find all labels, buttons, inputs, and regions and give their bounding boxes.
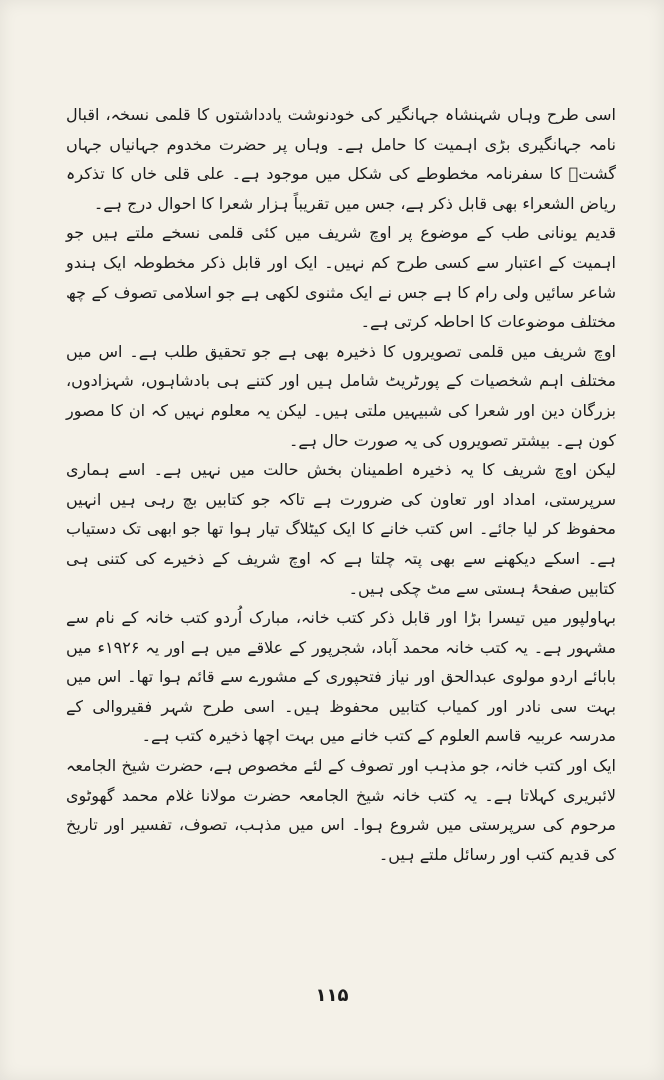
paragraph-3: اوچ شریف میں قلمی تصویروں کا ذخیرہ بھی ہے جو تحقیق طلب ہے۔ اس میں مختلف اہم شخصیات کے پورٹریٹ شامل ہیں اور کتنے ہی بادشاہوں، شہزادوں، بزرگان دین اور شعرا کی شبیہیں ملتی ہیں۔ لیکن یہ معلوم نہیں کہ ان کا مصور کون ہے۔ بیشتر تصویروں کی یہ صورت حال ہے۔ [66, 341, 616, 450]
body-text [66, 100, 616, 869]
paragraph-2: قدیم یونانی طب کے موضوع پر اوچ شریف میں کئی قلمی نسخے ملتے ہیں جو اہمیت کے اعتبار سے کسی طرح کم نہیں۔ ایک اور قابل ذکر مخطوطہ ایک ہندو شاعر سائیں ولی رام کا ہے جس نے ایک مثنوی لکھی ہے جو اسلامی تصوف کے چھ مختلف موضوعات کا احاطہ کرتی ہے۔ [66, 223, 616, 332]
paragraph-1: اسی طرح وہاں شہنشاہ جہانگیر کی خودنوشت یادداشتوں کا قلمی نسخہ، اقبال نامہ جہانگیری بڑی اہمیت کا حامل ہے۔ وہاں پر حضرت مخدوم جہانیاں جہاں گشتؒ کا سفرنامہ مخطوطے کی شکل میں موجود ہے۔ علی قلی خاں کا تذکرہ ریاض الشعراء بھی قابل ذکر ہے، جس میں تقریباً ہزار شعرا کا احوال درج ہے۔ [66, 105, 616, 213]
paragraph-5: بہاولپور میں تیسرا بڑا اور قابل ذکر کتب خانہ، مبارک اُردو کتب خانہ کے نام سے مشہور ہے۔ یہ کتب خانہ محمد آباد، شجرپور کے علاقے میں ہے اور یہ ۱۹۲۶ء میں بابائے اردو مولوی عبدالحق اور نیاز فتحپوری کے مشورے سے قائم ہوا تھا۔ اس میں بہت سی نادر اور کمیاب کتابیں محفوظ ہیں۔ اسی طرح شہر فقیروالی کے مدرسہ عربیہ قاسم العلوم کے کتب خانے میں بہت اچھا ذخیرہ کتب ہے۔ [66, 608, 617, 746]
paragraph-6: ایک اور کتب خانہ، جو مذہب اور تصوف کے لئے مخصوص ہے، حضرت شیخ الجامعہ لائبریری کہلاتا ہے۔ یہ کتب خانہ شیخ الجامعہ حضرت مولانا غلام محمد گھوٹوی مرحوم کی سرپرستی میں شروع ہوا۔ اس میں مذہب، تصوف، تفسیر اور تاریخ کی قدیم کتب اور رسائل ملتے ہیں۔ [66, 756, 616, 864]
paragraph-4: لیکن اوچ شریف کا یہ ذخیرہ اطمینان بخش حالت میں نہیں ہے۔ اسے ہماری سرپرستی، امداد اور تعاون کی ضرورت ہے تاکہ جو کتابیں بچ رہی ہیں انہیں محفوظ کر لیا جائے۔ اس کتب خانے کا ایک کیٹلاگ تیار ہوا تھا جو ابھی تک دستیاب ہے۔ اسکے دیکھنے سے بھی پتہ چلتا ہے کہ اوچ شریف کے ذخیرے کی کتنی ہی کتابیں صفحۂ ہستی سے مٹ چکی ہیں۔ [66, 460, 616, 598]
page-number: ۱۱۵ [315, 985, 349, 1006]
